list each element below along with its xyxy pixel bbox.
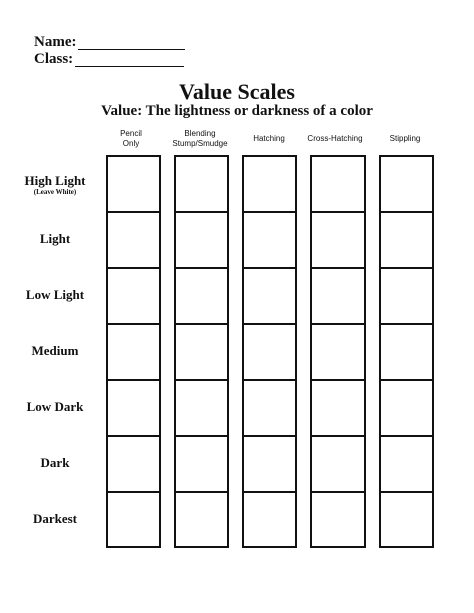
row-label-text: High Light: [24, 173, 86, 188]
row-label-darkest: [14, 511, 96, 526]
value-cell[interactable]: [108, 493, 159, 548]
row-label-note: (Leave White): [33, 188, 77, 196]
value-cell[interactable]: [312, 437, 364, 493]
value-cell[interactable]: [244, 325, 295, 381]
value-cell[interactable]: [176, 493, 227, 548]
value-cell[interactable]: [381, 269, 432, 325]
value-cell[interactable]: [108, 325, 159, 381]
value-cell[interactable]: [108, 269, 159, 325]
row-label-low-dark: [14, 399, 96, 414]
value-cell[interactable]: [108, 437, 159, 493]
value-cell[interactable]: [176, 325, 227, 381]
value-cell[interactable]: [381, 213, 432, 269]
value-column-hatching: [242, 155, 297, 548]
class-label: Class:: [34, 51, 74, 67]
class-field[interactable]: [34, 51, 184, 67]
row-label-light: [14, 231, 96, 246]
value-cell[interactable]: [244, 269, 295, 325]
row-label-medium: [14, 343, 96, 358]
value-column-stippling: [379, 155, 434, 548]
value-column-pencil-only: [106, 155, 161, 548]
value-cell[interactable]: [176, 381, 227, 437]
value-cell[interactable]: [312, 269, 364, 325]
row-label-text: Low Light: [25, 287, 85, 302]
row-label-text: Low Dark: [26, 399, 84, 414]
row-label-text: Light: [39, 231, 71, 246]
value-cell[interactable]: [312, 381, 364, 437]
name-field[interactable]: [34, 34, 185, 50]
row-label-dark: [14, 455, 96, 470]
value-cell[interactable]: [381, 493, 432, 548]
value-cell[interactable]: [312, 157, 364, 213]
page-title: Value Scales: [179, 79, 295, 104]
value-cell[interactable]: [381, 325, 432, 381]
column-header-stippling: Stippling: [389, 134, 421, 143]
row-label-text: Darkest: [32, 511, 78, 526]
column-header-cross-hatching: Cross-Hatching: [307, 134, 363, 143]
value-cell[interactable]: [381, 381, 432, 437]
value-cell[interactable]: [381, 157, 432, 213]
value-column-cross-hatching: [310, 155, 366, 548]
value-cell[interactable]: [381, 437, 432, 493]
class-blank-line[interactable]: [75, 52, 184, 67]
row-label-low-light: [14, 287, 96, 302]
column-header-pencil-only: Pencil Only: [120, 129, 142, 148]
value-column-blending-stump: [174, 155, 229, 548]
value-cell[interactable]: [244, 437, 295, 493]
value-cell[interactable]: [176, 157, 227, 213]
column-header-hatching: Hatching: [253, 134, 285, 143]
value-cell[interactable]: [108, 213, 159, 269]
value-cell[interactable]: [176, 437, 227, 493]
value-cell[interactable]: [312, 325, 364, 381]
value-cell[interactable]: [244, 213, 295, 269]
value-cell[interactable]: [108, 381, 159, 437]
value-cell[interactable]: [312, 213, 364, 269]
name-label: Name:: [34, 34, 77, 50]
name-blank-line[interactable]: [78, 35, 185, 50]
row-label-text: Medium: [31, 343, 79, 358]
column-header-blending-stump: Blending Stump/Smudge: [172, 129, 228, 148]
page-subtitle: Value: The lightness or darkness of a color: [101, 103, 373, 119]
value-cell[interactable]: [312, 493, 364, 548]
value-cell[interactable]: [176, 213, 227, 269]
value-cell[interactable]: [244, 381, 295, 437]
value-cell[interactable]: [244, 493, 295, 548]
value-cell[interactable]: [176, 269, 227, 325]
value-cell[interactable]: [108, 157, 159, 213]
row-label-text: Dark: [40, 455, 70, 470]
row-label-high-light: [14, 173, 96, 196]
value-cell[interactable]: [244, 157, 295, 213]
